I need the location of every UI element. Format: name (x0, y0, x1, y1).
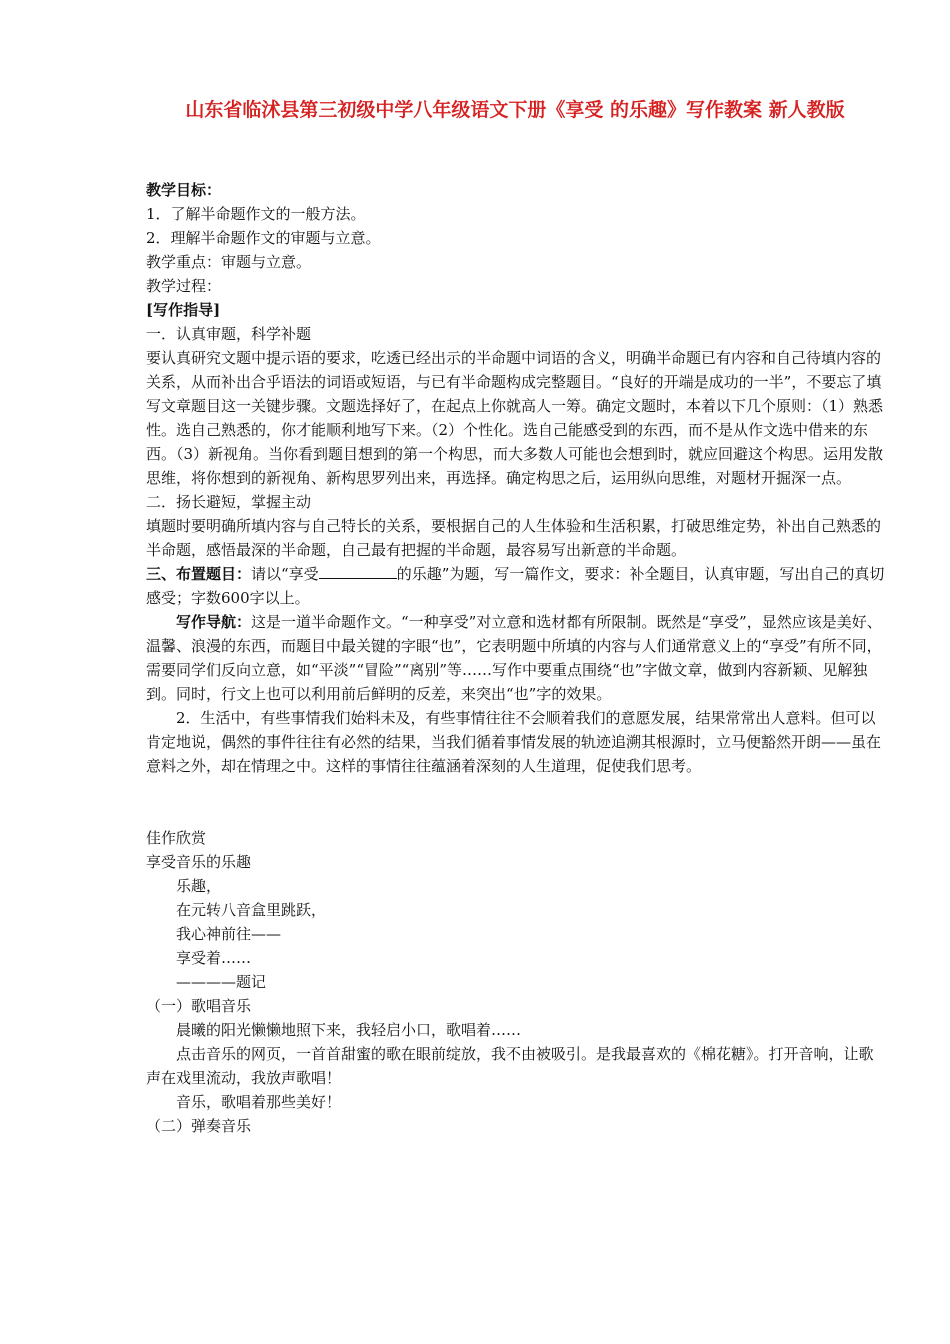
poem-line: 我心神前往—— (176, 925, 282, 943)
section-3-text-b: 的乐趣”为题，写一篇作文，要求：补全题目，认真审题，写出自己的真切感受；字数600字以上。 (146, 565, 885, 607)
part-2-heading: （二）弹奏音乐 (146, 1117, 252, 1135)
section-1-body: 要认真研究文题中提示语的要求，吃透已经出示的半命题中词语的含义，明确半命题已有内容和自己待填内容的关系，从而补出合乎语法的词语或短语，与已有半命题构成完整题目。“良好的开端是成功的一半”，不要忘了填写文章题目这一关键步骤。文题选择好了，在起点上你就高人一筹。确定文题时，本着以下几个原则：（1）熟悉性。选自己熟悉的，你才能顺利地写下来。（2）个性化。选自己能感受到的东西，而不是从作文选中借来的东西。（3）新视角。当你看到题目想到的第一个构思，而大多数人可能也会想到时，就应回避这个构思。运用发散思维，将你想到的新视角、新构思罗列出来，再选择。确定构思之后，运用纵向思维，对题材开掘深一点。 (146, 349, 884, 487)
paragraph-2: 2．生活中，有些事情我们始料未及，有些事情往往不会顺着我们的意愿发展，结果常常出人意料。但可以肯定地说，偶然的事件往往有必然的结果，当我们循着事情发展的轨迹追溯其根源时，立马便豁然开朗——虽在意料之外，却在情理之中。这样的事情往往蕴涵着深刻的人生道理，促使我们思考。 (146, 709, 882, 775)
writing-navigation (146, 610, 886, 706)
poem-epigraph-credit: ————题记 (176, 973, 267, 991)
poem-line: 享受着…… (176, 949, 252, 967)
part-1-heading: （一）歌唱音乐 (146, 997, 252, 1015)
document-title: 山东省临沭县第三初级中学八年级语文下册《享受 的乐趣》写作教案 新人教版 (185, 99, 845, 121)
section-2-title: 二．扬长避短，掌握主动 (146, 493, 312, 511)
poem-line: 在元转八音盒里跳跃， (176, 901, 327, 919)
objective-2: 2．理解半命题作文的审题与立意。 (146, 229, 381, 247)
process-label: 教学过程： (146, 277, 222, 295)
navigation-label: 写作导航： (176, 613, 252, 631)
section-2-body: 填题时要明确所填内容与自己特长的关系，要根据自己的人生体验和生活积累，打破思维定势，补出自己熟悉的半命题，感悟最深的半命题，自己最有把握的半命题，最容易写出新意的半命题。 (146, 517, 882, 559)
key-points: 教学重点：审题与立意。 (146, 253, 312, 271)
part-1-paragraph: 点击音乐的网页，一首首甜蜜的歌在眼前绽放，我不由被吸引。是我最喜欢的《棉花糖》。打开音响，让歌声在戏里流动，我放声歌唱！ (146, 1045, 874, 1087)
section-3-label: 三、布置题目： (146, 565, 252, 583)
objective-1: 1．了解半命题作文的一般方法。 (146, 205, 366, 223)
section-1-title: 一．认真审题，科学补题 (146, 325, 312, 343)
fill-in-blank (319, 564, 397, 579)
appreciation-heading: 佳作欣赏 (146, 829, 207, 847)
part-1-paragraph: 音乐，歌唱着那些美好！ (176, 1093, 342, 1111)
guide-heading: [写作指导] (146, 301, 221, 319)
spacer (146, 778, 886, 826)
poem-line: 乐趣， (176, 877, 222, 895)
part-1-paragraph: 晨曦的阳光懒懒地照下来，我轻启小口，歌唱着…… (176, 1021, 522, 1039)
section-3-assignment (146, 562, 886, 610)
document-body (146, 178, 886, 1138)
objectives-heading: 教学目标： (146, 181, 222, 199)
essay-title: 享受音乐的乐趣 (146, 853, 252, 871)
navigation-body: 这是一道半命题作文。“一种享受”对立意和选材都有所限制。既然是“享受”，显然应该是美好、温馨、浪漫的东西，而题目中最关键的字眼“也”，它表明题中所填的内容与人们通常意义上的“享受”有所不同，需要同学们反向立意，如“平淡”“冒险”“离别”等……写作中要重点围绕“也”字做文章，做到内容新颖、见解独到。同时，行文上也可以利用前后鲜明的反差，来突出“也”字的效果。 (146, 613, 882, 703)
section-3-text-a: 请以“享受 (251, 565, 319, 583)
